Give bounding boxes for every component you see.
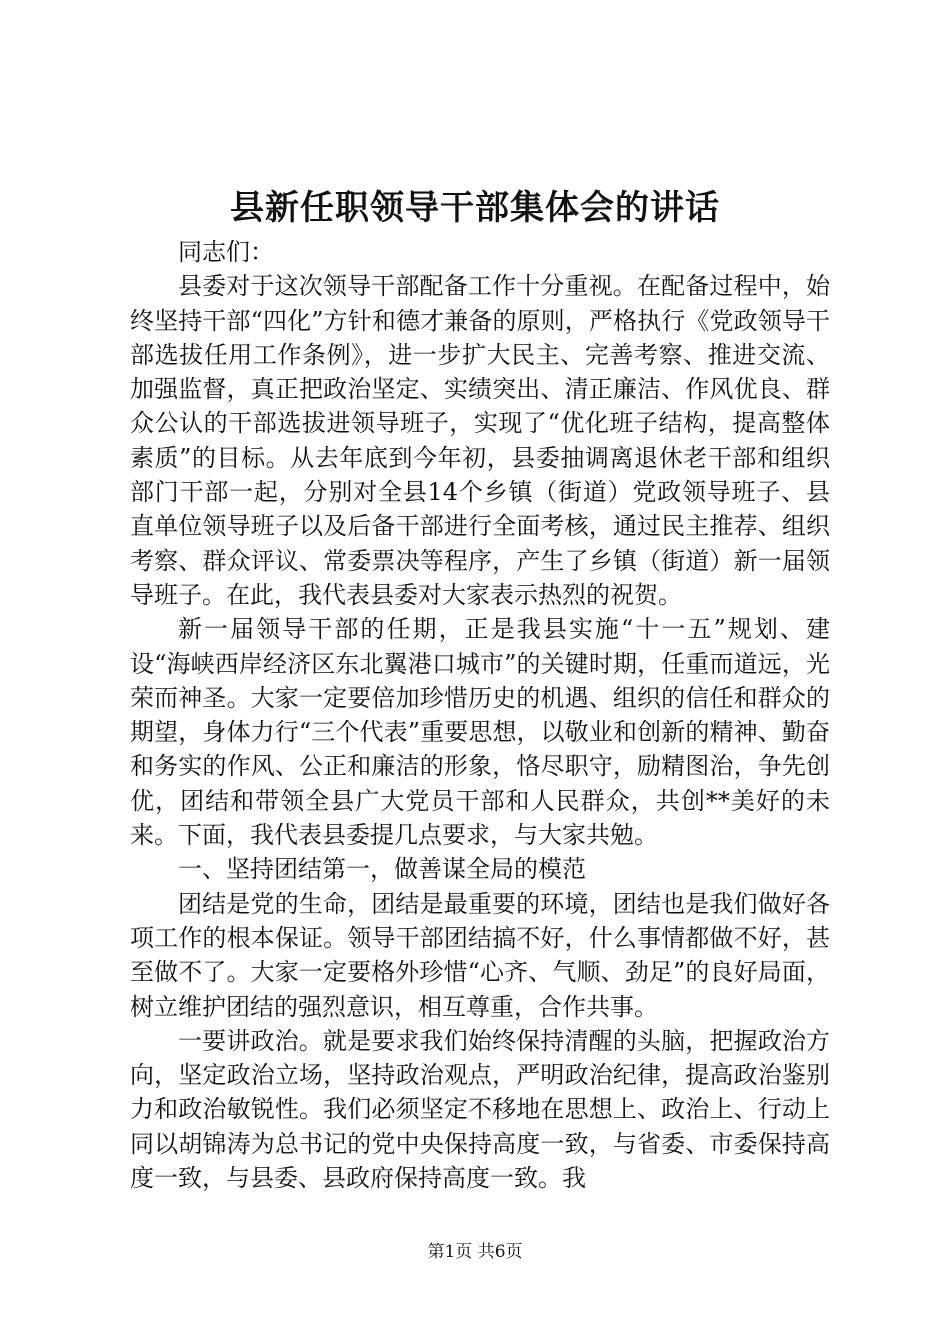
section-heading-1: 一、坚持团结第一，做善谋全局的模范	[178, 855, 586, 884]
document-body	[130, 235, 830, 1195]
page-number-footer: 第1页 共6页	[427, 1242, 523, 1262]
paragraph-1: 县委对于这次领导干部配备工作十分重视。在配备过程中，始终坚持干部“四化”方针和德才兼备的原则，严格执行《党政领导干部选拔任用工作条例》，进一步扩大民主、完善考察、推进交流、加强监督，真正把政治坚定、实绩突出、清正廉洁、作风优良、群众公认的干部选拔进领导班子，实现了“优化班子结构，提高整体素质”的目标。从去年底到今年初，县委抽调离退休老干部和组织部门干部一起，分别对全县14个乡镇（街道）党政领导班子、县直单位领导班子以及后备干部进行全面考核，通过民主推荐、组织考察、群众评议、常委票决等程序，产生了乡镇（街道）新一届领导班子。在此，我代表县委对大家表示热烈的祝贺。	[130, 272, 830, 609]
salutation: 同志们：	[178, 238, 274, 266]
document-title: 县新任职领导干部集体会的讲话	[230, 188, 720, 228]
paragraph-3: 团结是党的生命，团结是最重要的环境，团结也是我们做好各项工作的根本保证。领导干部团结搞不好，什么事情都做不好，甚至做不了。大家一定要格外珍惜“心齐、气顺、劲足”的良好局面，树立维护团结的强烈意识，相互尊重，合作共事。	[130, 889, 830, 1021]
paragraph-4: 一要讲政治。就是要求我们始终保持清醒的头脑，把握政治方向，坚定政治立场，坚持政治观点，严明政治纪律，提高政治鉴别力和政治敏锐性。我们必须坚定不移地在思想上、政治上、行动上同以胡锦涛为总书记的党中央保持高度一致，与省委、市委保持高度一致，与县委、县政府保持高度一致。我	[130, 1026, 830, 1193]
paragraph-2: 新一届领导干部的任期，正是我县实施“十一五”规划、建设“海峡西岸经济区东北翼港口城市”的关键时期，任重而道远，光荣而神圣。大家一定要倍加珍惜历史的机遇、组织的信任和群众的期望，身体力行“三个代表”重要思想，以敬业和创新的精神、勤奋和务实的作风、公正和廉洁的形象，恪尽职守，励精图治，争先创优，团结和带领全县广大党员干部和人民群众，共创**美好的未来。下面，我代表县委提几点要求，与大家共勉。	[130, 615, 830, 850]
